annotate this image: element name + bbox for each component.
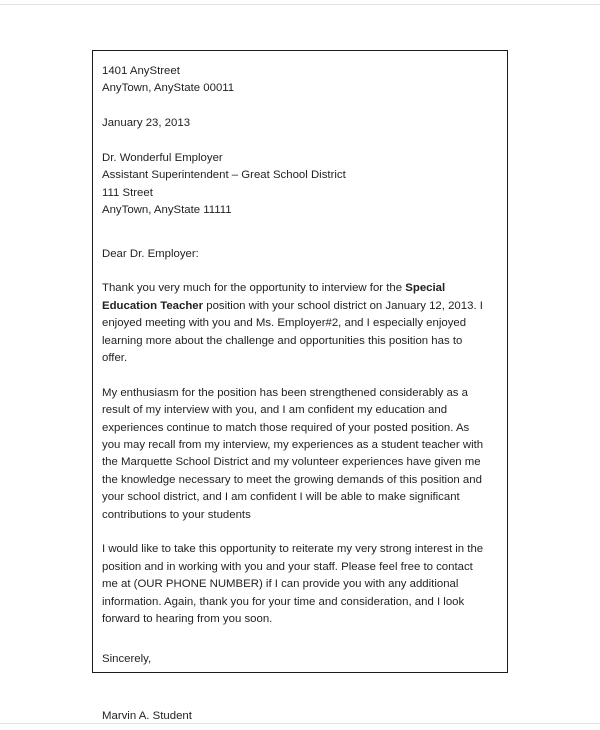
job-title-emphasis: Special Education Teacher <box>102 282 446 312</box>
spacer <box>102 629 489 651</box>
paragraph-1-text-after-bold: position with your school district on January 12, 2013. I enjoyed meeting with you and Ms. Employer#2, and I especially enjoyed learning more about the challenge and opportunities this position has to offer. <box>102 299 483 365</box>
spacer <box>102 367 489 384</box>
body-paragraph-2: My enthusiasm for the position has been strengthened considerably as a result of my interview with you, and I am confident my education and experiences continue to match those required of your posted position. As you may recall from my interview, my experiences as a student teacher with the Marquette School District and my volunteer experiences have given me the knowledge necessary to meet the growing demands of this position and your school district, and I am confident I will be able to make significant contributions to your students <box>102 386 484 521</box>
spacer <box>102 220 489 246</box>
signature-name: Marvin A. Student <box>102 709 192 722</box>
spacer <box>102 98 489 115</box>
closing <box>102 651 489 668</box>
letter-page <box>92 50 508 722</box>
recipient-line-1: Dr. Wonderful Employer <box>102 152 223 164</box>
closing-line: Sincerely, <box>102 652 152 665</box>
signature-space <box>102 668 489 708</box>
recipient-address <box>102 150 489 220</box>
body-paragraph-3: I would like to take this opportunity to reiterate my very strong interest in the position and in working with you and your staff. Please feel free to contact me at (OUR PHONE NUMBER) if I can provide you with any additional information. Again, thank you for your time and consideration, and I look forward to hearing from you soon. <box>102 543 484 626</box>
recipient-line-4: AnyTown, AnyState 11111 <box>102 204 232 217</box>
date-line: January 23, 2013 <box>102 117 191 130</box>
spacer <box>102 263 489 280</box>
sender-address-line-1: 1401 AnyStreet <box>102 65 180 77</box>
sender-address-line-2: AnyTown, AnyState 00011 <box>102 82 235 95</box>
sender-address <box>102 63 489 98</box>
bottom-divider <box>0 723 600 724</box>
top-divider <box>0 4 600 5</box>
letter-date <box>102 115 489 132</box>
recipient-line-3: 111 Street <box>102 186 153 199</box>
salutation-line: Dear Dr. Employer: <box>102 247 199 260</box>
paragraph-1-text-before-bold: Thank you very much for the opportunity to interview for the <box>102 282 406 295</box>
letter-body <box>93 51 507 725</box>
body-paragraph-1 <box>102 280 489 367</box>
spacer <box>102 133 489 150</box>
salutation <box>102 246 489 263</box>
recipient-line-2: Assistant Superintendent – Great School District <box>102 169 346 182</box>
spacer <box>102 524 489 541</box>
